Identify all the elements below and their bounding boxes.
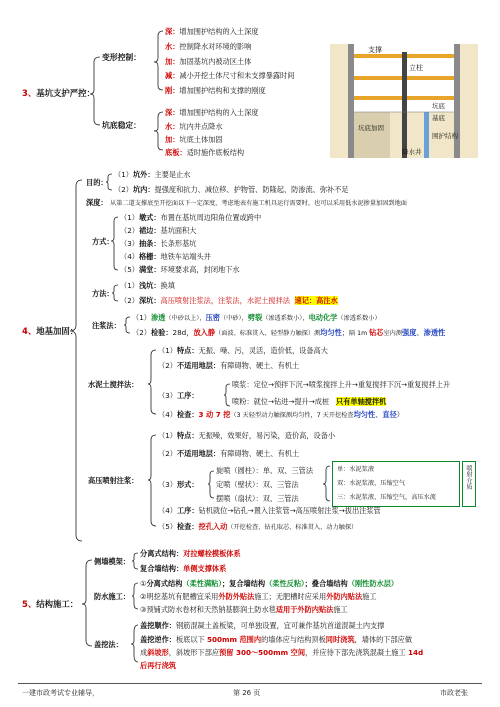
- method-item: （2）裙边：基坑面积大: [120, 226, 197, 235]
- cap-item: 成斜坡形，斜坡形下部应预留 300～500mm 空间，并应待下部先浇筑混凝土施工 14d: [140, 648, 424, 657]
- wp-item-3: ③预铺式防水卷材和天然钠基膨润土防水毯适用于外防内贴法施工: [140, 605, 348, 614]
- section3-heading: [22, 89, 95, 98]
- single-axis-tag: 只有单轴搅拌机: [336, 397, 387, 406]
- mix-check: （4）检查：3 动 7 挖（3 天轻型动力触探测均匀性，7 天开挖检查均匀性、直径）: [158, 410, 404, 419]
- media-row: 双：水泥浆液，压缩空气: [337, 480, 406, 487]
- label-pit-bottom: 坑底: [432, 102, 445, 110]
- deform-label: 变形控制：: [102, 53, 141, 62]
- mix-item: （2）不适用地层：有障碍物、硬土、有机土: [158, 361, 300, 370]
- deform-item: 加：加固基坑内被动区土体: [165, 57, 252, 66]
- section4-heading: [22, 327, 78, 336]
- section3-title: 基坑支护严控：: [36, 88, 95, 98]
- cap-item: 后再行浇筑: [140, 661, 176, 670]
- jet-form: 定喷（壁状）：双、三管法: [216, 480, 299, 489]
- retaining-wall-right: [454, 44, 460, 158]
- media-table: [332, 461, 460, 507]
- mix-powder: 喷粉：就位→钻进→提升→成桩 只有单轴搅拌机: [232, 397, 387, 406]
- media-side-label: 喷射介质: [465, 465, 472, 490]
- section3-number: 3、: [22, 88, 37, 98]
- footer-rule: [18, 683, 482, 684]
- grout-item-1: （1）渗透（中砂以上），压密（中砂），劈裂（渗透系数小），电动化学（渗透系数小）: [132, 313, 381, 322]
- cap-item: 盖挖逆作：板底以下 500mm 范围内的墙体应与结构顶板同时浇筑，墙体的下部应做: [140, 635, 413, 644]
- section4-title: 地基加固：: [36, 326, 79, 336]
- column: [402, 52, 407, 158]
- section5-heading: [22, 600, 78, 609]
- mix-proc-label: （3）工序：: [158, 391, 199, 400]
- footer-page: 第 26 页: [233, 689, 261, 697]
- mix-spray: 喷浆：定位→预拌下沉→喷浆搅拌上升→重复搅拌下沉→重复搅拌上升: [232, 380, 451, 389]
- jet-form: 摆喷（扇状）：双、三管法: [216, 494, 299, 503]
- cap-label: 盖挖法：: [94, 640, 123, 649]
- jet-item: （2）不适用地层：有障碍物、硬土、有机土: [158, 449, 300, 458]
- deform-item: 刚：增加围护结构和支撑的刚度: [165, 86, 266, 95]
- stable-label: 坑底稳定：: [102, 121, 141, 130]
- depth-text: 从第二道支撑底至开挖面以下一定深度，考虑地表有施工机具运行需要时，也可以采用低水泥掺量加固到地面: [110, 200, 407, 207]
- label-reinforce: 坑底加固: [358, 124, 384, 132]
- media-row: 三：水泥浆液，压缩空气，高压水流: [337, 494, 436, 501]
- method-label: 方式：: [92, 237, 114, 246]
- mix-label: 水泥土搅拌法：: [88, 380, 139, 389]
- wp-label: 防水施工：: [94, 592, 130, 601]
- wp-item-1: ①分离式结构（柔性满粘）；复合墙结构（柔性反粘）；叠合墙结构（刚性防水层）: [140, 579, 399, 588]
- deform-item: 减：减小开挖土体尺寸和未支撑暴露时间: [165, 71, 295, 80]
- footer-right: 市政老张: [440, 689, 468, 697]
- purpose-item: （1）坑外：主要是止水: [114, 170, 191, 179]
- cap-item: 盖挖顺作：钢筋混凝土盖板梁，可单独设置，宜可兼作基坑首道混凝土内支撑: [140, 621, 385, 630]
- media-row: 单：水泥浆液: [337, 466, 375, 473]
- purpose-item: （2）坑内：提强度和抗力、减位移、护物管、防隆起、防渗流、弥补不足: [114, 185, 349, 194]
- method-item: （3）抽条：长条形基坑: [120, 239, 197, 248]
- dewatering-well-shape: [424, 112, 429, 158]
- approach-item: （1）浅坑：换填: [120, 281, 175, 290]
- method-item: （1）墩式：布置在基坑周边阳角位置或跨中: [120, 213, 262, 222]
- soil-right: [460, 44, 478, 158]
- stable-item: 深：增加围护结构的入土深度: [165, 108, 259, 117]
- label-support: 支撑: [368, 46, 382, 54]
- label-retaining: 围护结构: [432, 132, 458, 140]
- stable-item: 底板：适时施作底板结构: [165, 148, 245, 157]
- soil-left: [330, 44, 348, 158]
- retaining-wall-left: [348, 44, 354, 158]
- depth-label: 深度：: [86, 198, 108, 207]
- approach-item: （2）深坑：高压喷射注浆法，注浆法，水泥土搅拌法 速记：高注水: [120, 296, 338, 305]
- mix-item: （1）特点：无振、噪、污，灵活，造价低，设备高大: [158, 346, 328, 355]
- media-side-box: [462, 461, 476, 507]
- stable-item: 水：坑内井点降水: [165, 122, 223, 131]
- side-item: 复合墙结构：单侧支撑体系: [140, 564, 227, 573]
- side-item: 分离式结构：对拉螺栓模板体系: [140, 549, 241, 558]
- jet-check: （5）检查：挖孔入动（开挖检查、钻孔取芯、标准贯入、动力触探）: [158, 522, 358, 531]
- jet-form: 旋喷（圆柱）：单、双、三管法: [216, 466, 314, 475]
- section5-title: 结构施工：: [36, 599, 79, 609]
- deform-item: 水：控制降水对环境的影响: [165, 42, 252, 51]
- deform-item: 深：增加围护结构的入土深度: [165, 27, 259, 36]
- grout-item-2: （2）检验：28d，放入静（面波、标准贯入、轻型静力触探）测均匀性；隔 1m 钻芯室内测强度、渗透性: [132, 328, 446, 337]
- mnemonic-tag: 速记：高注水: [294, 296, 338, 305]
- retaining-diagram: [328, 38, 480, 160]
- wp-item-2: ②明挖基坑有肥槽宜采用外防外贴法施工；无肥槽时应采用外防内贴法施工: [140, 592, 377, 601]
- section5-number: 5、: [22, 599, 37, 609]
- grout-label: 注浆法：: [92, 321, 121, 330]
- purpose-label: 目的：: [86, 178, 108, 187]
- approach-label: 方法：: [92, 289, 114, 298]
- jet-item: （1）特点：无振噪，效果好，易污染，造价高，设备小: [158, 431, 336, 440]
- label-well: 降水井: [402, 148, 422, 156]
- stable-item: 加：坑底土体加固: [165, 135, 223, 144]
- jet-label: 高压喷射注浆：: [88, 476, 139, 485]
- reinforce-zone: [354, 112, 390, 158]
- method-item: （5）满堂：环境要求高，封闭地下水: [120, 265, 240, 274]
- label-base: 基底: [432, 114, 445, 122]
- label-column: 立柱: [409, 64, 423, 72]
- jet-form-label: （3）形式：: [158, 480, 199, 489]
- side-label: 侧墙模架：: [94, 557, 130, 566]
- jet-proc: （4）工序：钻机就位→钻孔→置入注浆管→高压喷射注浆→拔出注浆管: [158, 506, 381, 515]
- section4-number: 4、: [22, 326, 37, 336]
- footer-left: 一建市政考试专业辅导，: [22, 689, 99, 697]
- method-item: （4）格栅：地铁车站端头井: [120, 252, 211, 261]
